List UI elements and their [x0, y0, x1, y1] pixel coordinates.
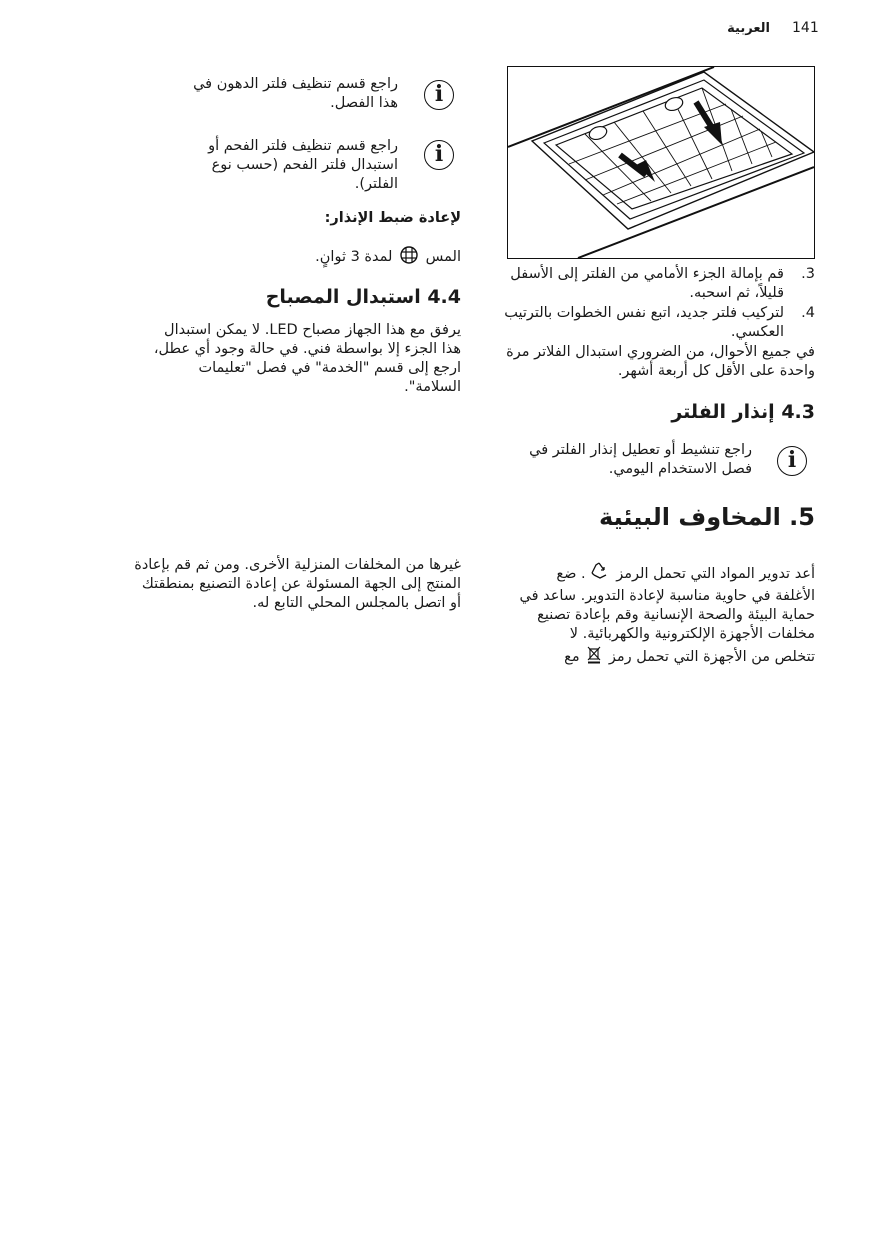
section-5-title: 5. المخاوف البيئية [599, 503, 815, 531]
step-3 [500, 265, 815, 303]
step-3-text: قم بإمالة الجزء الأمامي من الفلتر إلى الأسفل قليلاً، ثم اسحبه. [510, 266, 784, 301]
note-charcoal-filter: راجع قسم تنظيف فلتر الفحم أو استبدال فلتر الفحم (حسب نوع الفلتر). [208, 138, 398, 192]
environment-line-1: أعد تدوير المواد التي تحمل الرمز . ضع [492, 561, 815, 587]
filter-replace-note: في جميع الأحوال، من الضروري استبدال الفلاتر مرة واحدة على الأقل كل أربعة أشهر. [506, 344, 815, 379]
section-4-3-title: 4.3 إنذار الفلتر [671, 401, 815, 423]
environment-continued: غيرها من المخلفات المنزلية الأخرى. ومن ثم قم بإعادة المنتج إلى الجهة المسئولة عن إعادة التصنيع بمنطقتك أو اتصل بالمجلس المحلي التابع له. [134, 557, 461, 611]
step-4-text: لتركيب فلتر جديد، اتبع نفس الخطوات بالترتيب العكسي. [504, 305, 784, 340]
section-4-4-title: 4.4 استبدال المصباح [265, 286, 461, 308]
page-language: العربية [727, 21, 770, 36]
step-3-number: 3. [801, 266, 815, 282]
environment-paragraph [492, 561, 815, 670]
recycle-icon [589, 561, 609, 587]
environment-middle: الأغلفة في حاوية مناسبة لإعادة التدوير. ساعد في حماية البيئة والصحة الإنسانية وقم بإعادة تصنيع مخلفات الأجهزة الإلكترونية والكهربائية. لا [519, 588, 815, 642]
note-grease-filter: راجع قسم تنظيف فلتر الدهون في هذا الفصل. [193, 76, 398, 111]
filter-alarm-note: راجع تنشيط أو تعطيل إنذار الفلتر في فصل الاستخدام اليومي. [529, 442, 752, 477]
step-4-number: 4. [801, 305, 815, 321]
alarm-reset-instruction [200, 246, 461, 270]
alarm-reset-heading: لإعادة ضبط الإنذار: [324, 210, 461, 226]
environment-last-line: تتخلص من الأجهزة التي تحمل رمز مع [492, 646, 815, 670]
grid-touch-icon [400, 246, 418, 270]
step-4 [500, 304, 815, 342]
alarm-reset-before: المس [425, 249, 461, 265]
section-4-4-body: يرفق مع هذا الجهاز مصباح LED. لا يمكن استبدال هذا الجزء إلا بواسطة فني. في حالة وجود أي عطل، ارجع إلى قسم "الخدمة" في فصل "تعليمات السلامة". [153, 322, 461, 395]
page-number: 141 [792, 20, 819, 36]
crossed-bin-icon [587, 646, 601, 670]
info-icon: i [777, 446, 807, 476]
info-icon: i [424, 80, 454, 110]
info-icon: i [424, 140, 454, 170]
filter-illustration [507, 66, 815, 259]
alarm-reset-after: لمدة 3 ثوانٍ. [315, 249, 393, 265]
